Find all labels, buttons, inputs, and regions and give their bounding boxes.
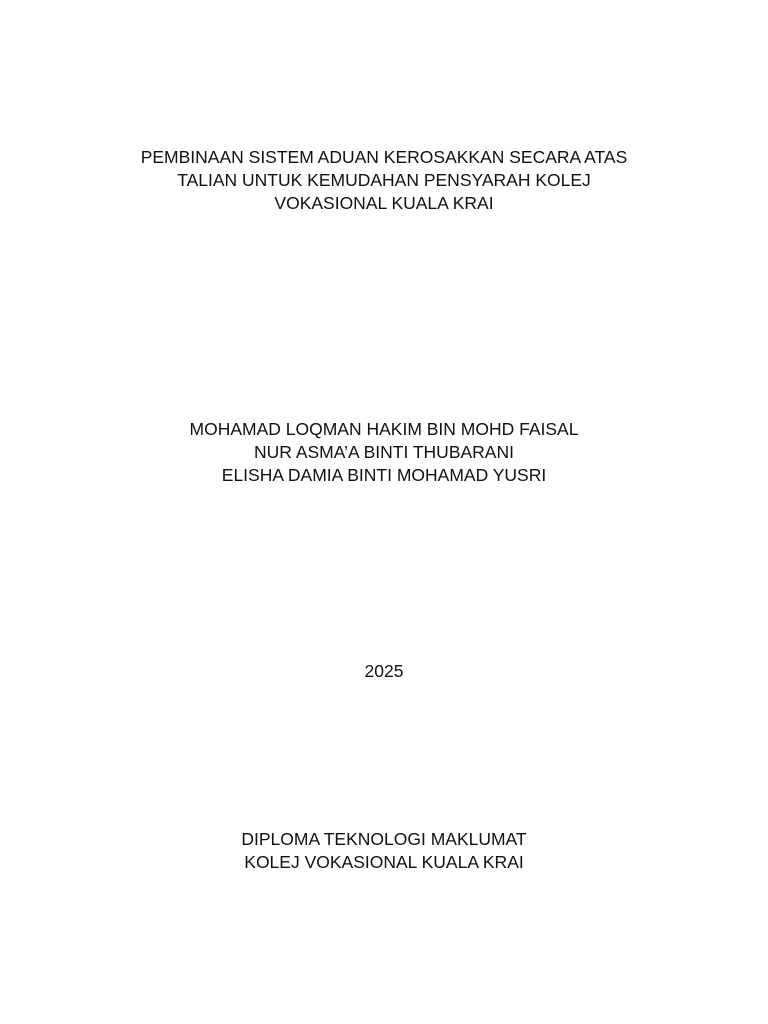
author-list — [0, 418, 768, 487]
institution-info — [0, 828, 768, 874]
submission-year — [0, 660, 768, 683]
title-line-2: TALIAN UNTUK KEMUDAHAN PENSYARAH KOLEJ — [177, 170, 591, 190]
program-name: DIPLOMA TEKNOLOGI MAKLUMAT — [241, 829, 527, 849]
title-line-3: VOKASIONAL KUALA KRAI — [274, 193, 494, 213]
title-line-1: PEMBINAAN SISTEM ADUAN KEROSAKKAN SECARA ATAS — [140, 147, 628, 167]
author-name: ELISHA DAMIA BINTI MOHAMAD YUSRI — [221, 465, 547, 485]
college-name: KOLEJ VOKASIONAL KUALA KRAI — [244, 852, 524, 872]
author-name: MOHAMAD LOQMAN HAKIM BIN MOHD FAISAL — [189, 419, 579, 439]
year-text: 2025 — [364, 661, 404, 681]
author-name: NUR ASMA’A BINTI THUBARANI — [254, 442, 514, 462]
document-title — [0, 146, 768, 215]
